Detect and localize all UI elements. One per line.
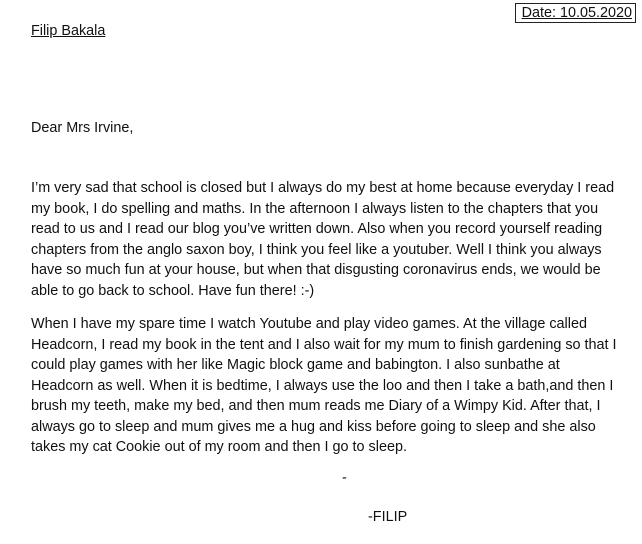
paragraph-line: Headcorn as well. When it is bedtime, I always use the loo and then I take a bath,and then I [31,377,614,394]
paragraph-line: I’m very sad that school is closed but I always do my best at home because everyday I read [31,180,615,196]
paragraph-line: have so much fun at your house, but when that disgusting coronavirus ends, we would be [31,262,601,278]
paragraph-line: always go to sleep and mum gives me a hug and kiss before going to sleep and she also [31,418,596,435]
paragraph-line: read to us and I read our blog you’ve written down. Also when you record yourself reading [31,221,603,237]
author-name: Filip Bakala [31,23,106,39]
salutation: Dear Mrs Irvine, [31,120,134,136]
separator-dash: - [342,470,347,486]
paragraph-line: When I have my spare time I watch Youtube and play video games. At the village called [31,316,587,332]
paragraph-line: takes my cat Cookie out of my room and then I go to sleep. [31,439,407,455]
date-field [515,3,636,23]
signoff: -FILIP [368,509,408,525]
paragraph-line: able to go back to school. Have fun there! :-) [31,282,315,299]
paragraph-line: brush my teeth, make my bed, and then mum reads me Diary of a Wimpy Kid. After that, I [31,398,601,414]
paragraph-line: Headcorn, I read my book in the tent and I also wait for my mum to finish gardening so that I [31,336,617,353]
date-text: Date: 10.05.2020 [521,5,632,21]
paragraph-line: could play games with her like Magic block game and babington. I also sunbathe at [31,357,560,373]
paragraph-1 [31,178,641,301]
paragraph-line: chapters from the anglo saxon boy, I think you feel like a youtuber. Well I think you always [31,241,602,258]
paragraph-2 [31,314,641,458]
paragraph-line: my book, I do spelling and maths. In the afternoon I always listen to the chapters that you [31,200,599,217]
